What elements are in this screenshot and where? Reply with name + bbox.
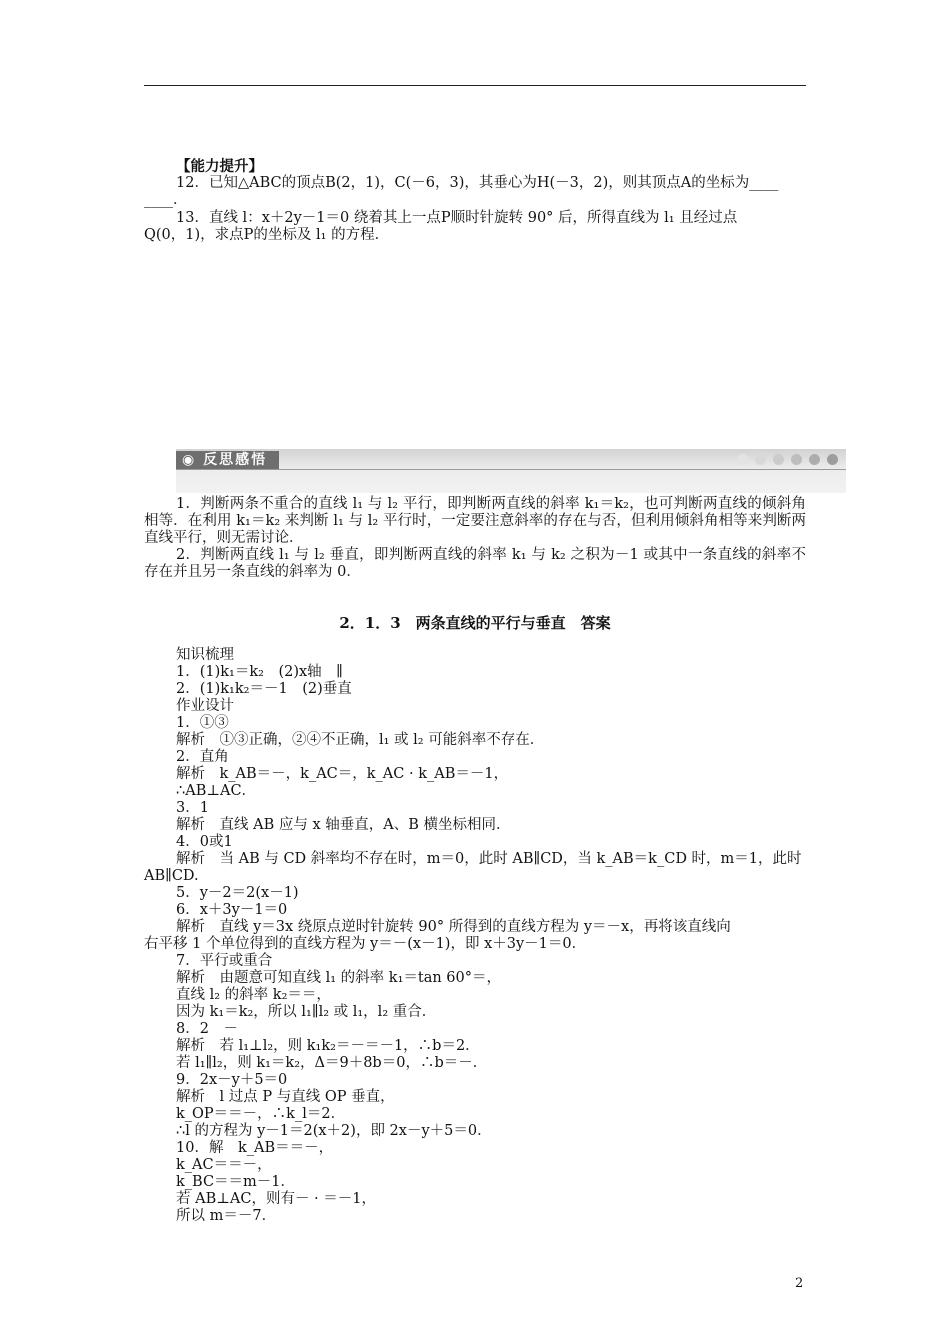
reflection-point-2: 2．判断两直线 l₁ 与 l₂ 垂直，即判断两直线的斜率 k₁ 与 k₂ 之积为－1 或其中一条直线的斜率不存在并且另一条直线的斜率为 0． xyxy=(144,547,806,580)
answer-line: 知识梳理 xyxy=(176,647,234,663)
answer-line: 7．平行或重合 xyxy=(176,953,273,969)
answer-line: k_BC＝＝m－1． xyxy=(176,1174,296,1190)
reflection-point-1: 1．判断两条不重合的直线 l₁ 与 l₂ 平行，即判断两直线的斜率 k₁＝k₂，也可判断两直线的倾斜角相等．在利用 k₁＝k₂ 来判断 l₁ 与 l₂ 平行时，一定要注意斜率的存在与否，但利用倾斜角相等来判断两直线平行，则无需讨论． xyxy=(144,496,806,546)
answer-line: k_AC＝＝－， xyxy=(176,1157,272,1173)
dot-icon xyxy=(809,454,820,465)
answer-line: ∴AB⊥AC． xyxy=(176,783,257,799)
answer-line: 解析 ①③正确，②④不正确，l₁ 或 l₂ 可能斜率不存在． xyxy=(176,732,545,748)
answer-line: 1．(1)k₁＝k₂ (2)x轴 ∥ xyxy=(176,664,343,680)
answer-line: 3．1 xyxy=(176,800,209,816)
answer-line: 8．2 － xyxy=(176,1021,238,1037)
answer-line: 9．2x－y＋5＝0 xyxy=(176,1072,288,1088)
answer-line: 2．(1)k₁k₂＝－1 (2)垂直 xyxy=(176,681,352,697)
question-12: 12．已知△ABC的顶点B(2，1)，C(－6，3)，其垂心为H(－3，2)，则其顶点A的坐标为____ xyxy=(176,175,779,191)
answer-line: 解析 k_AB＝－，k_AC＝，k_AC · k_AB＝－1， xyxy=(176,766,509,782)
dot-icon xyxy=(755,454,766,465)
answer-line: 所以 m＝－7． xyxy=(176,1208,277,1224)
answer-line: 解析 直线 AB 应与 x 轴垂直，A、B 横坐标相同． xyxy=(176,817,511,833)
answer-line: 4．0或1 xyxy=(176,834,233,850)
answer-line: k_OP＝＝－，∴k_l＝2． xyxy=(176,1106,346,1122)
answer-line: ∴l 的方程为 y－1＝2(x＋2)，即 2x－y＋5＝0． xyxy=(176,1123,492,1139)
header-rule xyxy=(144,85,806,86)
answer-line: 因为 k₁＝k₂，所以 l₁∥l₂ 或 l₁，l₂ 重合． xyxy=(176,1004,437,1020)
reflection-banner xyxy=(176,449,846,493)
question-13-line1: 13．直线 l：x＋2y－1＝0 绕着其上一点P顺时针旋转 90° 后，所得直线为 l₁ 且经过点 xyxy=(176,210,738,226)
answer-title: 2．1．3 两条直线的平行与垂直 答案 xyxy=(339,614,611,632)
answer-line: 解析 当 AB 与 CD 斜率均不存在时，m＝0，此时 AB∥CD，当 k_AB＝k_CD 时，m＝1，此时 xyxy=(176,851,802,867)
page-number: 2 xyxy=(795,1276,804,1291)
answer-line: 5．y－2＝2(x－1) xyxy=(176,885,299,901)
answer-line: 解析 由题意可知直线 l₁ 的斜率 k₁＝tan 60°＝， xyxy=(176,970,501,986)
banner-dots xyxy=(737,454,838,465)
answer-line: 右平移 1 个单位得到的直线方程为 y＝－(x－1)，即 x＋3y－1＝0． xyxy=(144,936,587,952)
answer-line: 6．x＋3y－1＝0 xyxy=(176,902,288,918)
answer-line: 作业设计 xyxy=(176,698,234,714)
dot-icon xyxy=(827,454,838,465)
dot-icon xyxy=(791,454,802,465)
answer-line: 直线 l₂ 的斜率 k₂＝＝， xyxy=(176,987,331,1003)
answer-line: 2．直角 xyxy=(176,749,229,765)
answer-line: AB∥CD. xyxy=(144,868,199,884)
answer-line: 10．解 k_AB＝＝－， xyxy=(176,1140,334,1156)
answer-line: 解析 l 过点 P 与直线 OP 垂直， xyxy=(176,1089,395,1105)
section-heading: 【能力提升】 xyxy=(176,158,263,175)
dot-icon xyxy=(737,454,748,465)
answer-line: 若 AB⊥AC，则有－ · ＝－1， xyxy=(176,1191,376,1207)
banner-divider xyxy=(176,469,846,470)
answer-line: 若 l₁∥l₂，则 k₁＝k₂，Δ＝9＋8b＝0，∴b＝－． xyxy=(176,1055,488,1071)
dot-icon xyxy=(773,454,784,465)
answer-line: 解析 直线 y＝3x 绕原点逆时针旋转 90° 所得到的直线方程为 y＝－x，再将该直线向 xyxy=(176,919,731,935)
reflection-banner-title: ◉ 反思感悟 xyxy=(176,451,279,469)
question-13-line2: Q(0，1)，求点P的坐标及 l₁ 的方程． xyxy=(144,227,390,243)
answer-line: 1．①③ xyxy=(176,715,229,731)
question-12-blank: ____． xyxy=(144,192,188,208)
answer-line: 解析 若 l₁⊥l₂，则 k₁k₂＝－＝－1，∴b＝2． xyxy=(176,1038,480,1054)
